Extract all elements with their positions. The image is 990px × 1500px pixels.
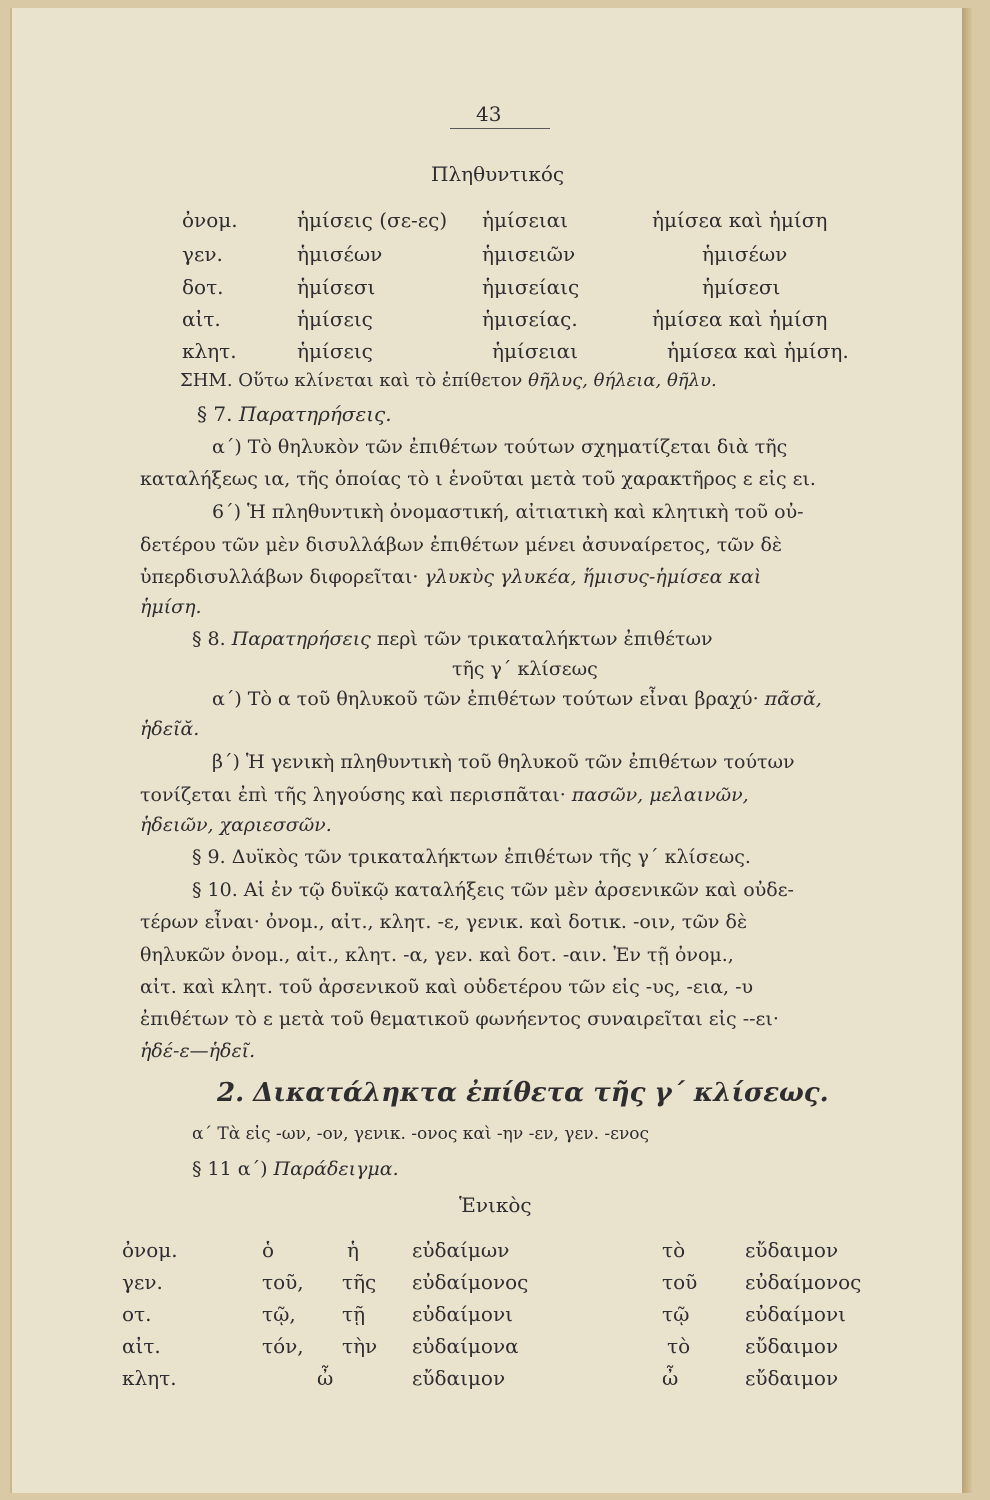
- table-cell: εὐδαίμονι: [745, 1302, 846, 1326]
- table-cell: ὦ: [662, 1366, 679, 1390]
- paragraph-line: ἡδεῖᾰ.: [140, 718, 200, 740]
- paragraph-line: α΄) Τὸ θηλυκὸν τῶν ἐπιθέτων τούτων σχηματίζεται διὰ τῆς: [212, 436, 788, 458]
- table-cell: εὔδαιμον: [745, 1238, 839, 1262]
- table-cell: κλητ.: [182, 339, 237, 363]
- table-cell: τῆς: [342, 1270, 377, 1294]
- table-cell: ἡμίσεα καὶ ἡμίση.: [667, 339, 849, 363]
- paragraph-line: ἡδέ-ε—ἡδεῖ.: [140, 1040, 256, 1062]
- text-span: τονίζεται ἐπὶ τῆς ληγούσης καὶ περισπᾶται·: [140, 784, 566, 806]
- table-cell: δοτ.: [182, 275, 224, 299]
- section-heading: 2. Δικατάληκτα ἐπίθετα τῆς γ΄ κλίσεως.: [217, 1078, 829, 1108]
- note-lead: ΣΗΜ. Οὕτω κλίνεται καὶ τὸ ἐπίθετον: [180, 370, 523, 391]
- example-words: γλυκὺς γλυκέα, ἥμισυς-ἡμίσεα καὶ: [424, 566, 762, 588]
- note-line: [180, 372, 717, 390]
- paragraph-line: ἡμίση.: [140, 596, 202, 618]
- paragraph-line: καταλήξεως ια, τῆς ὁποίας τὸ ι ἑνοῦται μετὰ τοῦ χαρακτῆρος ε εἰς ει.: [140, 468, 816, 490]
- table-cell: τῇ: [342, 1302, 366, 1326]
- table-cell: τὸ: [667, 1334, 691, 1358]
- section-title: Παρατηρήσεις: [231, 628, 371, 650]
- table-cell: κλητ.: [122, 1366, 177, 1390]
- table-cell: τόν,: [262, 1334, 304, 1358]
- table-cell: ἡμίσεσι: [702, 275, 781, 299]
- table-cell: γεν.: [122, 1270, 163, 1294]
- paragraph-line: [140, 786, 749, 805]
- book-page: [10, 8, 972, 1493]
- section-number: § 11 α΄): [192, 1158, 268, 1180]
- paragraph-line: 6΄) Ἡ πληθυντικὴ ὀνομαστική, αἰτιατικὴ καὶ κλητικὴ τοῦ οὐ-: [212, 501, 804, 523]
- rule-line: α΄ Τὰ εἰς -ων, -ον, γενικ. -ονος καὶ -ην -εν, γεν. -ενος: [192, 1124, 650, 1144]
- table-cell: εὔδαιμον: [745, 1334, 839, 1358]
- paragraph-line: αἰτ. καὶ κλητ. τοῦ ἀρσενικοῦ καὶ οὐδετέρου τῶν εἰς -υς, -εια, -υ: [140, 976, 754, 998]
- section-title: Παρατηρήσεις.: [238, 402, 392, 426]
- table-cell: ἡμισείας.: [482, 307, 578, 331]
- paragraph-line: § 10. Αἱ ἐν τῷ δυϊκῷ καταλήξεις τῶν μὲν ἀρσενικῶν καὶ οὐδε-: [192, 879, 794, 901]
- text-span: ὑπερδισυλλάβων διφορεῖται·: [140, 566, 419, 588]
- table-cell: ἡμίσεις: [297, 339, 373, 363]
- table-cell: ἡμισέων: [297, 242, 383, 266]
- section-number: § 7.: [197, 402, 233, 426]
- table-cell: ἡμίσεις (σε-ες): [297, 208, 448, 232]
- table-cell: ἡμίσειαι: [492, 339, 579, 363]
- section-9: § 9. Δυϊκὸς τῶν τρικαταλήκτων ἐπιθέτων τῆς γ΄ κλίσεως.: [192, 846, 751, 868]
- table-cell: ἡμίσεα καὶ ἡμίση: [652, 208, 828, 232]
- paragraph-line: θηλυκῶν ὀνομ., αἰτ., κλητ. -α, γεν. καὶ δοτ. -αιν. Ἐν τῇ ὀνομ.,: [140, 944, 734, 966]
- table-cell: ὦ: [317, 1366, 334, 1390]
- example-words: πᾶσᾰ,: [764, 688, 822, 710]
- table-cell: ὀνομ.: [182, 208, 238, 232]
- table-cell: εὔδαιμον: [745, 1366, 839, 1390]
- page-number: 43: [476, 102, 502, 126]
- table-cell: τὴν: [342, 1334, 378, 1358]
- table-cell: ἡμισειῶν: [482, 242, 576, 266]
- table-cell: ὀνομ.: [122, 1238, 178, 1262]
- table-cell: αἰτ.: [182, 307, 221, 331]
- paragraph-line: β΄) Ἡ γενικὴ πληθυντικὴ τοῦ θηλυκοῦ τῶν ἐπιθέτων τούτων: [212, 751, 795, 773]
- header-rule: [450, 128, 550, 129]
- table-cell: αἰτ.: [122, 1334, 161, 1358]
- table-cell: ὁ: [262, 1238, 275, 1262]
- table-cell: εὐδαίμονι: [412, 1302, 513, 1326]
- table-cell: οτ.: [122, 1302, 152, 1326]
- table-cell: εὐδαίμονος: [412, 1270, 529, 1294]
- table-cell: ἡμίσεις: [297, 307, 373, 331]
- paragraph-line: [140, 568, 761, 587]
- table-cell: τὸ: [662, 1238, 686, 1262]
- table-cell: ἡμίσειαι: [482, 208, 569, 232]
- section-7-heading: [197, 404, 392, 424]
- table-cell: τοῦ: [662, 1270, 698, 1294]
- table-cell: ἡμίσεσι: [297, 275, 376, 299]
- section-8-heading: [192, 630, 713, 649]
- paragraph-line: ἐπιθέτων τὸ ε μετὰ τοῦ θεματικοῦ φωνήεντος συναιρεῖται εἰς --ει·: [140, 1008, 779, 1030]
- paragraph-line: [212, 690, 822, 709]
- example-words: πασῶν, μελαινῶν,: [571, 784, 749, 806]
- table-cell: γεν.: [182, 242, 223, 266]
- table-cell: εὐδαίμονος: [745, 1270, 862, 1294]
- section-11-heading: [192, 1160, 399, 1179]
- text-span: α΄) Τὸ α τοῦ θηλυκοῦ τῶν ἐπιθέτων τούτων εἶναι βραχύ·: [212, 688, 759, 710]
- table-cell: ἡμισέων: [702, 242, 788, 266]
- section-title: Παράδειγμα.: [273, 1158, 399, 1180]
- plural-heading: Πληθυντικός: [431, 162, 565, 186]
- paragraph-line: τέρων εἶναι· ὀνομ., αἰτ., κλητ. -ε, γενικ. καὶ δοτικ. -οιν, τῶν δὲ: [140, 911, 748, 933]
- paragraph-line: ἡδειῶν, χαριεσσῶν.: [140, 814, 332, 836]
- table-cell: ἡ: [347, 1238, 359, 1262]
- section-8-heading-line2: τῆς γ΄ κλίσεως: [452, 658, 598, 680]
- table-cell: τῷ: [662, 1302, 690, 1326]
- section-title-rest: περὶ τῶν τρικαταλήκτων ἐπιθέτων: [376, 628, 713, 650]
- table-cell: τοῦ,: [262, 1270, 304, 1294]
- note-words: θῆλυς, θήλεια, θῆλυ.: [528, 370, 717, 391]
- table-cell: ἡμισείαις: [482, 275, 580, 299]
- paragraph-line: δετέρου τῶν μὲν δισυλλάβων ἐπιθέτων μένει ἀσυναίρετος, τῶν δὲ: [140, 534, 783, 556]
- table-cell: ἡμίσεα καὶ ἡμίση: [652, 307, 828, 331]
- table-cell: εὔδαιμον: [412, 1366, 506, 1390]
- table-cell: εὐδαίμονα: [412, 1334, 519, 1358]
- singular-heading: Ἑνικὸς: [459, 1193, 532, 1217]
- section-number: § 8.: [192, 628, 226, 650]
- table-cell: τῷ,: [262, 1302, 296, 1326]
- table-cell: εὐδαίμων: [412, 1238, 510, 1262]
